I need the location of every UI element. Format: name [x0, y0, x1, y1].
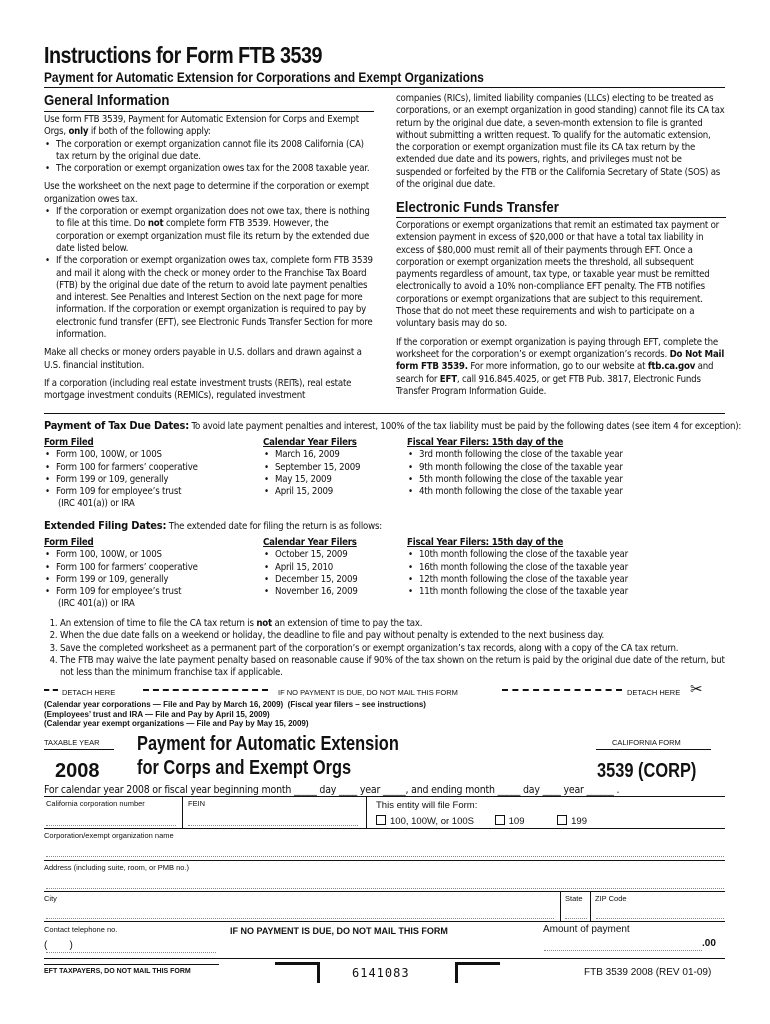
- payment-calendar-2: • September 15, 2009: [263, 462, 403, 474]
- phone-label: Contact telephone no.: [44, 925, 118, 934]
- extended-form-1: • Form 100, 100W, or 100S: [44, 549, 254, 561]
- zip-label: ZIP Code: [595, 894, 627, 903]
- general-info-heading: General Information: [44, 92, 170, 109]
- checkbox-100-icon: [376, 815, 386, 825]
- extended-forms-col: [44, 537, 254, 611]
- checkbox-199-icon: [557, 815, 567, 825]
- page-subtitle: Payment for Automatic Extension for Corporations and Exempt Organizations: [44, 70, 484, 85]
- payment-calendar-col: [263, 437, 403, 498]
- extended-col-calendar-head: Calendar Year Filers: [263, 537, 357, 548]
- payment-col-calendar-head: Calendar Year Filers: [263, 437, 357, 448]
- general-bullet-3: • If the corporation or exempt organization does not owe tax, there is nothing to file at this time. Do not complete form FTB 3539. However, the corporation or exempt organization must file its return by the extended due date listed below.: [44, 206, 374, 255]
- state-field[interactable]: [565, 918, 587, 919]
- payment-calendar-4: • April 15, 2009: [263, 486, 403, 498]
- extended-fiscal-4: • 11th month following the close of the taxable year: [407, 586, 727, 598]
- note-4: 4. The FTB may waive the late payment penalty based on reasonable cause if 90% of the tax shown on the return is paid by the original due date of the return, but not less than the minimum franchise tax if applicable.: [60, 655, 734, 680]
- state-label: State: [565, 894, 583, 903]
- form-rule-4: [44, 891, 725, 892]
- detach-label-left: DETACH HERE: [62, 688, 116, 697]
- header-rule: [44, 87, 725, 88]
- tax-year: 2008: [55, 760, 100, 782]
- fein-divider: [182, 796, 183, 828]
- extended-fiscal-1: • 10th month following the close of the taxable year: [407, 549, 727, 561]
- extended-form-4-cont: (IRC 401(a)) or IRA: [58, 598, 135, 610]
- extended-form-4: • Form 109 for employee’s trust: [44, 586, 254, 598]
- zip-field[interactable]: [596, 918, 724, 919]
- taxable-year-label: TAXABLE YEAR: [44, 738, 100, 747]
- entity-divider: [366, 796, 367, 828]
- form-footer-id: FTB 3539 2008 (REV 01-09): [584, 967, 712, 978]
- eft-footer: EFT TAXPAYERS, DO NOT MAIL THIS FORM: [44, 968, 191, 975]
- form-rule-6: [44, 958, 725, 959]
- general-info-text: [44, 114, 374, 409]
- note-1: 1. An extension of time to file the CA tax return is not an extension of time to pay the tax.: [60, 618, 734, 630]
- payment-calendar-1: • March 16, 2009: [263, 449, 403, 461]
- eft-text: [396, 220, 726, 404]
- payment-fiscal-2: • 9th month following the close of the taxable year: [407, 462, 727, 474]
- amount-label: Amount of payment: [543, 924, 630, 935]
- city-field[interactable]: [46, 918, 554, 919]
- city-label: City: [44, 894, 57, 903]
- payment-fiscal-1: • 3rd month following the close of the taxable year: [407, 449, 727, 461]
- checkbox-109-icon: [495, 815, 505, 825]
- org-name-field[interactable]: [46, 856, 724, 857]
- extended-calendar-2: • April 15, 2010: [263, 562, 403, 574]
- note-2: 2. When the due date falls on a weekend or holiday, the deadline to file and pay without penalty is extended to the next business day.: [60, 630, 734, 642]
- phone-field[interactable]: [46, 952, 216, 953]
- extended-calendar-3: • December 15, 2009: [263, 574, 403, 586]
- general-bullet-4: • If the corporation or exempt organization owes tax, complete form FTB 3539 and mail it along with the check or money order to the Franchise Tax Board (FTB) by the original due date of the return to avoid late payment penalties and interest. See Penalties and Interest Section on the next page for more information. If the corporation or exempt organization is required to pay by electronic fund transfer (EFT), see Electronic Funds Transfer Section for more information.: [44, 255, 374, 341]
- general-p2: Use the worksheet on the next page to determine if the corporation or exempt organization owes tax.: [44, 181, 369, 205]
- entity-will-file-label: This entity will file Form:: [376, 800, 478, 811]
- entity-options: [376, 815, 587, 827]
- general-p3: Make all checks or money orders payable in U.S. dollars and drawn against a U.S. financial institution.: [44, 347, 362, 371]
- payment-due-intro: Payment of Tax Due Dates: To avoid late payment penalties and interest, 100% of the tax liability must be paid by the following dates (see item 4 for exception):: [44, 419, 742, 432]
- numbered-notes: [44, 618, 734, 679]
- form-rule-2: [44, 828, 725, 829]
- form-number: 3539 (CORP): [597, 760, 697, 782]
- note-3: 3. Save the completed worksheet as a permanent part of the corporation’s or exempt organization’s tax records, along with a copy of the CA tax return.: [60, 643, 734, 655]
- extended-form-2: • Form 100 for farmers’ cooperative: [44, 562, 254, 574]
- corp-number-label: California corporation number: [46, 799, 145, 808]
- state-divider: [560, 891, 561, 921]
- extended-calendar-col: [263, 537, 403, 598]
- extended-calendar-4: • November 16, 2009: [263, 586, 403, 598]
- corp-number-field[interactable]: [46, 825, 176, 826]
- form-rule-3: [44, 860, 725, 861]
- taxable-year-rule: [44, 749, 114, 750]
- extended-col-form-head: Form Filed: [44, 537, 94, 548]
- eft-footer-rule: [44, 964, 219, 965]
- page-title: Instructions for Form FTB 3539: [44, 42, 322, 68]
- detach-no-payment: IF NO PAYMENT IS DUE, DO NOT MAIL THIS FORM: [278, 688, 458, 697]
- payment-calendar-3: • May 15, 2009: [263, 474, 403, 486]
- eft-p2: If the corporation or exempt organization is paying through EFT, complete the worksheet for the corporation’s or exempt organization’s records. Do Not Mail form FTB 3539. For more information, go to our website at ftb.ca.gov and search for EFT, call 916.845.4025, or get FTB Pub. 3817, Electronic Funds Transfer Program Information Guide.: [396, 336, 725, 397]
- payment-form-2: • Form 100 for farmers’ cooperative: [44, 462, 254, 474]
- fein-label: FEIN: [188, 799, 206, 808]
- scan-code: 6141083: [352, 966, 410, 980]
- payment-form-4-cont: (IRC 401(a)) or IRA: [58, 498, 135, 510]
- general-continued: [396, 93, 726, 197]
- general-bullet-2: • The corporation or exempt organization owes tax for the 2008 taxable year.: [44, 163, 374, 175]
- payment-form-3: • Form 199 or 109, generally: [44, 474, 254, 486]
- extended-calendar-1: • October 15, 2009: [263, 549, 403, 561]
- amount-cents: .00: [702, 938, 716, 949]
- general-p5: companies (RICs), limited liability companies (LLCs) electing to be treated as corporations, or an exempt organization in good standing) cannot file its CA tax return by the original due date, a seven-month extension to file is granted without submitting a written request. To qualify for the automatic extension, the corporation or exempt organization must file its CA tax return by the extended due date and its powers, rights, and privileges must not be suspended or forfeited by the FTB or the California Secretary of State (SOS) as of the original due date.: [396, 93, 725, 191]
- general-heading-rule: [44, 111, 374, 112]
- general-p1: Use form FTB 3539, Payment for Automatic Extension for Corps and Exempt Orgs, only if both of the following apply:: [44, 114, 359, 138]
- section-rule: [44, 413, 725, 414]
- checkbox-199[interactable]: 199: [557, 816, 587, 827]
- form-title-line-1: Payment for Automatic Extension: [137, 733, 399, 755]
- fiscal-year-line: For calendar year 2008 or fiscal year beginning month _____ day ____ year _____, and ending month _____ day ____ year ______ .: [44, 784, 620, 796]
- scissors-icon: ✂: [690, 681, 703, 698]
- payment-fiscal-4: • 4th month following the close of the taxable year: [407, 486, 727, 498]
- form-title-line-2: for Corps and Exempt Orgs: [137, 757, 352, 779]
- general-bullet-1: • The corporation or exempt organization cannot file its 2008 California (CA) tax return by the original due date.: [44, 139, 374, 164]
- extended-fiscal-3: • 12th month following the close of the taxable year: [407, 574, 727, 586]
- eft-heading-rule: [396, 217, 726, 218]
- ca-form-rule: [596, 749, 711, 750]
- no-payment-warning: IF NO PAYMENT IS DUE, DO NOT MAIL THIS FORM: [230, 926, 448, 936]
- extended-form-3: • Form 199 or 109, generally: [44, 574, 254, 586]
- form-rule-5: [44, 921, 725, 922]
- payment-form-1: • Form 100, 100W, or 100S: [44, 449, 254, 461]
- org-name-label: Corporation/exempt organization name: [44, 831, 174, 840]
- address-field[interactable]: [46, 888, 724, 889]
- checkbox-100[interactable]: 100, 100W, or 100S: [376, 816, 474, 827]
- eft-heading: Electronic Funds Transfer: [396, 199, 559, 216]
- detach-dash-mid-left: [143, 689, 268, 691]
- phone-paren: ( ): [44, 940, 73, 951]
- general-p4: If a corporation (including real estate investment trusts (REITs), real estate mortgage investment conduits (REMICs), regulated investment: [44, 377, 352, 402]
- form-rule-1: [44, 796, 725, 797]
- detach-label-right: DETACH HERE: [627, 688, 681, 697]
- scan-mark-left: [275, 962, 320, 983]
- zip-divider: [590, 891, 591, 921]
- extended-fiscal-2: • 16th month following the close of the taxable year: [407, 562, 727, 574]
- address-label: Address (including suite, room, or PMB no.): [44, 863, 190, 872]
- payment-form-4: • Form 109 for employee’s trust: [44, 486, 254, 498]
- checkbox-109[interactable]: 109: [495, 816, 525, 827]
- california-form-label: CALIFORNIA FORM: [612, 738, 681, 747]
- extended-col-fiscal-head: Fiscal Year Filers: 15th day of the: [407, 537, 564, 548]
- eft-p1: Corporations or exempt organizations that remit an estimated tax payment or extension payment in excess of $20,000 or that have a total tax liability in excess of $80,000 must remit all of their payments through EFT. Once a corporation or exempt organization meets the threshold, all subsequent payments regardless of amount, tax type, or taxable year must be remitted electronically to avoid a 10% non-compliance EFT penalty. The FTB notifies corporations or exempt organizations that are subject to this requirement. Those that do not meet these requirements and wish to participate on a voluntary basis may do so.: [396, 220, 720, 330]
- extended-fiscal-col: [407, 537, 727, 598]
- detach-dash-mid-right: [502, 689, 622, 691]
- payment-col-form-head: Form Filed: [44, 437, 94, 448]
- amount-field[interactable]: [544, 950, 702, 951]
- payment-fiscal-3: • 5th month following the close of the taxable year: [407, 474, 727, 486]
- filing-deadlines-note: (Calendar year corporations — File and Pay by March 16, 2009) (Fiscal year filers – see instructions) (Employees’ trust and IRA — File and Pay by April 15, 2009) (Calendar year exempt organizations — File and Pay by May 15, 2009): [44, 700, 426, 728]
- payment-fiscal-col: [407, 437, 727, 498]
- payment-col-fiscal-head: Fiscal Year Filers: 15th day of the: [407, 437, 564, 448]
- payment-forms-col: [44, 437, 254, 511]
- scan-mark-right: [455, 962, 500, 983]
- detach-dash-left: [44, 689, 58, 691]
- fein-field[interactable]: [188, 825, 358, 826]
- extended-intro: Extended Filing Dates: The extended date for filing the return is as follows:: [44, 519, 382, 532]
